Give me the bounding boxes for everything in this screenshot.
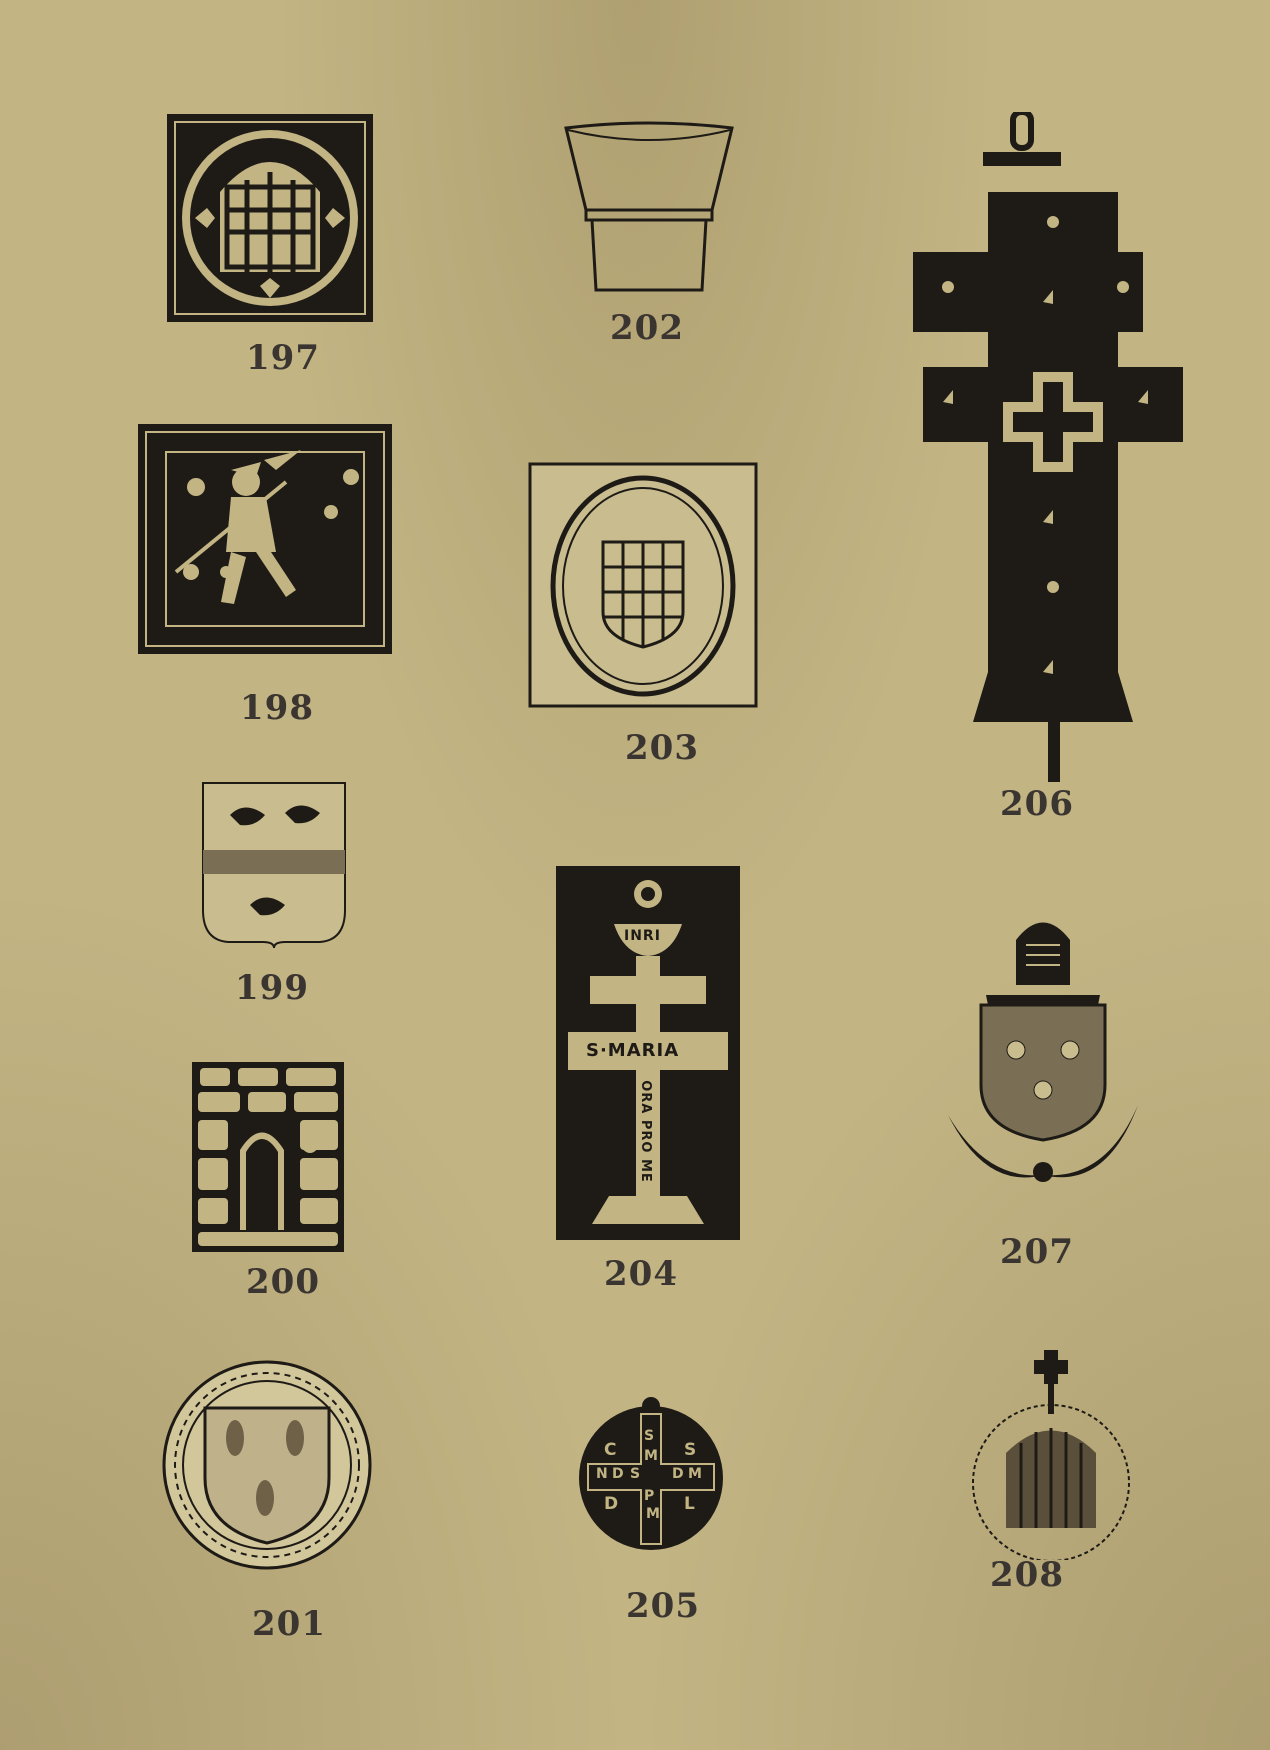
- plate-200-figure: [190, 1060, 346, 1254]
- medal-letter: D: [604, 1494, 619, 1514]
- medal-letter: M: [644, 1448, 658, 1464]
- plate-197-number: 197: [246, 338, 320, 378]
- vessel-icon: [562, 120, 736, 296]
- plate-208-figure: [966, 1348, 1136, 1560]
- plate-206-figure: [893, 112, 1211, 784]
- medal-letter: M: [646, 1506, 660, 1522]
- plate-206-number: 206: [1000, 784, 1074, 824]
- plate-204-inri: INRI: [624, 928, 661, 944]
- plate-199-number: 199: [235, 968, 309, 1008]
- portcullis-tile-icon: [165, 112, 375, 324]
- plate-207-number: 207: [1000, 1232, 1074, 1272]
- plate-203-figure: [528, 462, 758, 708]
- plate-204-orapro: ORA PRO ME: [637, 1080, 653, 1183]
- medal-letter: C: [604, 1440, 617, 1460]
- medal-letter: D: [612, 1466, 624, 1482]
- medal-letter: L: [684, 1494, 695, 1514]
- plate-205-letters: [574, 1394, 728, 1552]
- plate-198-number: 198: [240, 688, 314, 728]
- plate-197-figure: [165, 112, 375, 324]
- plate-201-number: 201: [252, 1604, 326, 1644]
- medal-letter: M: [688, 1466, 702, 1482]
- medal-letter: S: [684, 1440, 697, 1460]
- plate-205-figure: [574, 1394, 728, 1552]
- plate-208-number: 208: [990, 1555, 1064, 1595]
- oval-shield-icon: [528, 462, 758, 708]
- plate-202-figure: [562, 120, 736, 296]
- stone-doorway-icon: [190, 1060, 346, 1254]
- crowned-portcullis-pendant-icon: [966, 1348, 1136, 1560]
- wanderer-tile-icon: [136, 422, 394, 656]
- plate-207-figure: [946, 910, 1140, 1212]
- plate-204-smaria: S·MARIA: [586, 1040, 680, 1061]
- medal-letter: S: [644, 1428, 655, 1444]
- shield-with-birds-icon: [200, 780, 348, 950]
- plate-204-number: 204: [604, 1254, 678, 1294]
- plate-205-number: 205: [626, 1586, 700, 1626]
- plate-199-figure: [200, 780, 348, 950]
- plate-198-figure: [136, 422, 394, 656]
- medal-letter: N: [596, 1466, 608, 1482]
- medal-letter: D: [672, 1466, 684, 1482]
- round-seal-icon: [160, 1358, 374, 1572]
- double-cross-icon: [893, 112, 1211, 784]
- medal-letter: P: [644, 1488, 655, 1504]
- plate-203-number: 203: [625, 728, 699, 768]
- medal-letter: S: [630, 1466, 641, 1482]
- plate-201-figure: [160, 1358, 374, 1572]
- helmeted-arms-with-wings-icon: [946, 910, 1140, 1212]
- plate-200-number: 200: [246, 1262, 320, 1302]
- plate-202-number: 202: [610, 308, 684, 348]
- plate-204-figure: [554, 864, 742, 1242]
